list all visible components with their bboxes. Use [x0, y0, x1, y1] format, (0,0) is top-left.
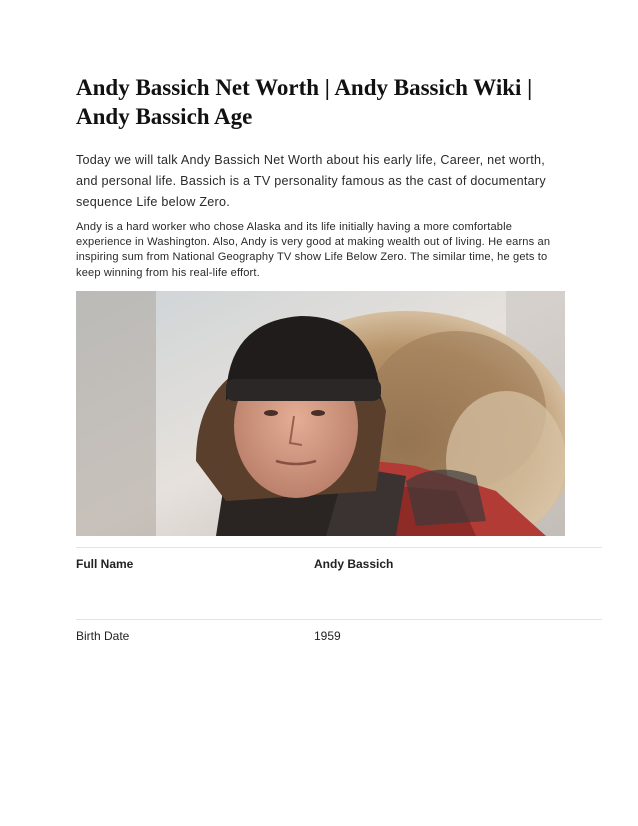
page-title: Andy Bassich Net Worth | Andy Bassich Wiki | Andy Bassich Age [76, 75, 533, 129]
intro-paragraph: Today we will talk Andy Bassich Net Worth about his early life, Career, net worth, and personal life. Bassich is a TV personality famous as the cast of documentary sequence Life below Zero. [76, 153, 546, 209]
birth-date-label: Birth Date [76, 629, 130, 643]
full-name-label: Full Name [76, 557, 134, 571]
table-row [76, 547, 602, 619]
info-table [76, 547, 602, 660]
birth-date-value: 1959 [314, 629, 341, 643]
full-name-value: Andy Bassich [314, 557, 394, 571]
table-row [76, 619, 602, 660]
portrait-illustration [76, 291, 565, 536]
portrait-photo [76, 291, 565, 536]
body-paragraph: Andy is a hard worker who chose Alaska and its life initially having a more comfortable experience in Washington. Also, Andy is very good at making wealth out of living. He earns an inspiring sum from National Geography TV show Life Below Zero. The similar time, he gets to keep winning from his real-life effort. [76, 221, 551, 279]
